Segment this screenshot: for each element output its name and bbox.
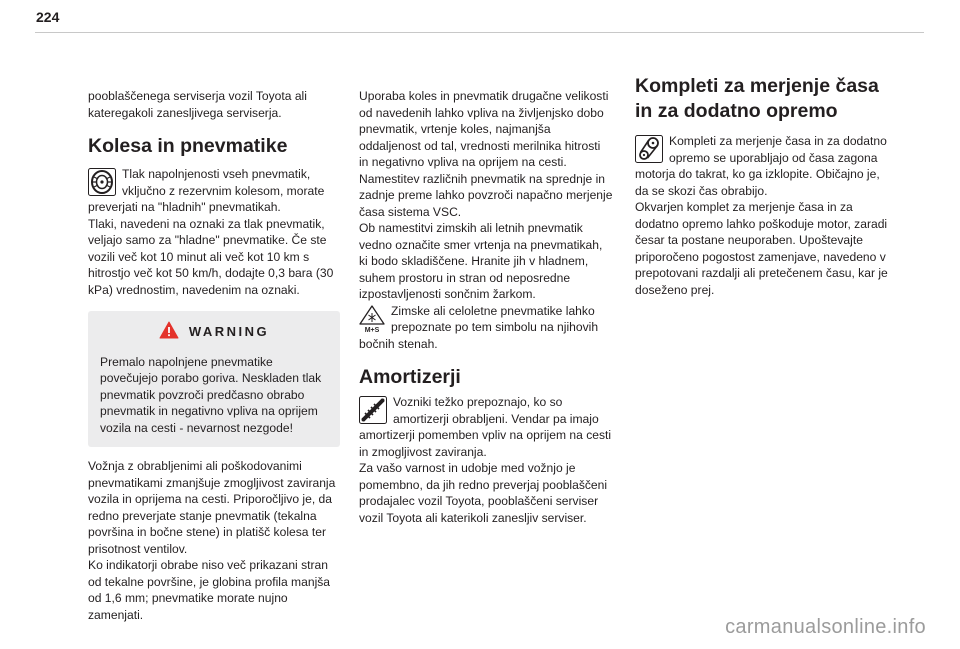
shock-absorbers-text: Vozniki težko prepoznajo, ko so amortizerji obrabljeni. Vendar pa imajo amortizerji pomemben vpliv na oprijem na cesti in zmogljivost zaviranja. xyxy=(359,395,612,459)
timing-kits-heading-line-1: Kompleti za merjenje časa xyxy=(635,75,879,97)
tyre-pressure-text: Tlak napolnjenosti vseh pnevmatik, vključno z rezervnim kolesom, morate preverjati na "hladnih" pnevmatikah. xyxy=(88,167,325,214)
timing-kits-text: Kompleti za merjenje časa in za dodatno opremo se uporabljajo od časa zagona motorja do takrat, ko ga izklopite. Običajno je, da se skozi čas obrabijo. xyxy=(635,134,887,198)
watermark: carmanualsonline.info xyxy=(725,616,926,638)
winter-tyre-text: Zimske ali celoletne pnevmatike lahko prepoznate po tem simbolu na njihovih bočnih stenah. xyxy=(359,303,599,351)
warning-header xyxy=(100,321,328,344)
shock-absorber-icon xyxy=(359,396,387,424)
timing-kits-heading xyxy=(635,74,893,124)
column-3 xyxy=(635,75,893,298)
shock-absorbers-text-2: Za vašo varnost in udobje med vožnjo je pomembno, da jih redno preverjaj pooblaščeni prodajalec vozil Toyota, pooblaščeni serviser vozil Toyota ali katerikoli zanesljiv serviser. xyxy=(359,461,608,525)
page-number: 224 xyxy=(36,9,60,25)
timing-kits-block xyxy=(635,133,893,298)
tyre-pressure-text-2: Tlaki, navedeni na oznaki za tlak pnevmatik, veljajo samo za "hladne" pnevmatike. Če ste vozili več kot 10 minut ali več kot 10 km s hitrostjo več kot 50 km/h, dodajte 0,3 bara (30 kPa) vrednostim, navedenim na oznaki. xyxy=(88,216,334,297)
tyre-size-text: Uporaba koles in pnevmatik drugačne velikosti od navedenih lahko vpliva na življenjsko dobo pnevmatik, vrtenje koles, najmanjša oddaljenost od tal, vrednosti merilnika hitrosti in negativno vpliva na oprijem na cesti. xyxy=(359,89,609,169)
warning-title: WARNING xyxy=(188,324,270,339)
tyre-icon xyxy=(88,168,116,196)
column-2 xyxy=(359,88,613,526)
column-1 xyxy=(88,88,340,623)
different-tyres-text: Namestitev različnih pnevmatik na sprednje in zadnje preme lahko povzroči napačno merjenje časa sistema VSC. xyxy=(359,171,613,219)
warning-triangle-icon xyxy=(159,321,179,344)
shock-absorbers-heading: Amortizerji xyxy=(359,366,461,388)
winter-tyre-block xyxy=(359,303,613,353)
tread-indicator-text: Ko indikatorji obrabe niso več prikazani stran od tekalne površine, je globina profila manjša od 1,6 mm; pnevmatike morate nujno zamenjati. xyxy=(88,558,331,622)
warning-text: Premalo napolnjene pnevmatike povečujejo porabo goriva. Neskladen tlak pnevmatik povzroči predčasno obrabo pnevmatik in negativno vpliva na oprijem vozila na cesti - nevarnost nezgode! xyxy=(100,354,322,435)
wheels-heading: Kolesa in pnevmatike xyxy=(88,135,288,157)
worn-tyres-text: Vožnja z obrabljenimi ali poškodovanimi pnevmatikami zmanjšuje zmogljivost zaviranja vozila in oprijema na cesti. Priporočljivo je, da redno preverjate stanje pnevmatik (tekalna površina in bočne stene) in platišč kolesa ter prisotnost ventilov. xyxy=(88,459,336,556)
header-rule xyxy=(35,32,924,33)
timing-kits-text-2: Okvarjen komplet za merjenje časa in za dodatno opremo lahko poškoduje motor, zaradi česar ta postane neuporaben. Upoštevajte priporočeno pogostost zamenjave, navedeno v prepotovani razdalji ali pretečenem času, kar je doseženo prej. xyxy=(635,200,888,297)
worn-tyres-block xyxy=(88,458,340,623)
snowflake-mountain-icon xyxy=(359,305,385,331)
warning-box xyxy=(88,311,340,447)
timing-kits-heading-line-2: in za dodatno opremo xyxy=(635,100,838,122)
timing-belt-icon xyxy=(635,135,663,163)
tyre-pressure-block xyxy=(88,166,340,298)
intro-paragraph: pooblaščenega serviserja vozil Toyota ali kateregakoli zanesljivega serviserja. xyxy=(88,89,307,120)
shock-absorbers-block xyxy=(359,394,613,526)
tyre-storage-text: Ob namestitvi zimskih ali letnih pnevmatik vedno označite smer vrtenja na pnevmatikah, ki bodo skladiščene. Hranite jih v hladnem, suhem prostoru in stran od neposredne izpostavljenosti sončnim žarkom. xyxy=(359,221,603,301)
ms-label: M+S xyxy=(364,326,380,333)
